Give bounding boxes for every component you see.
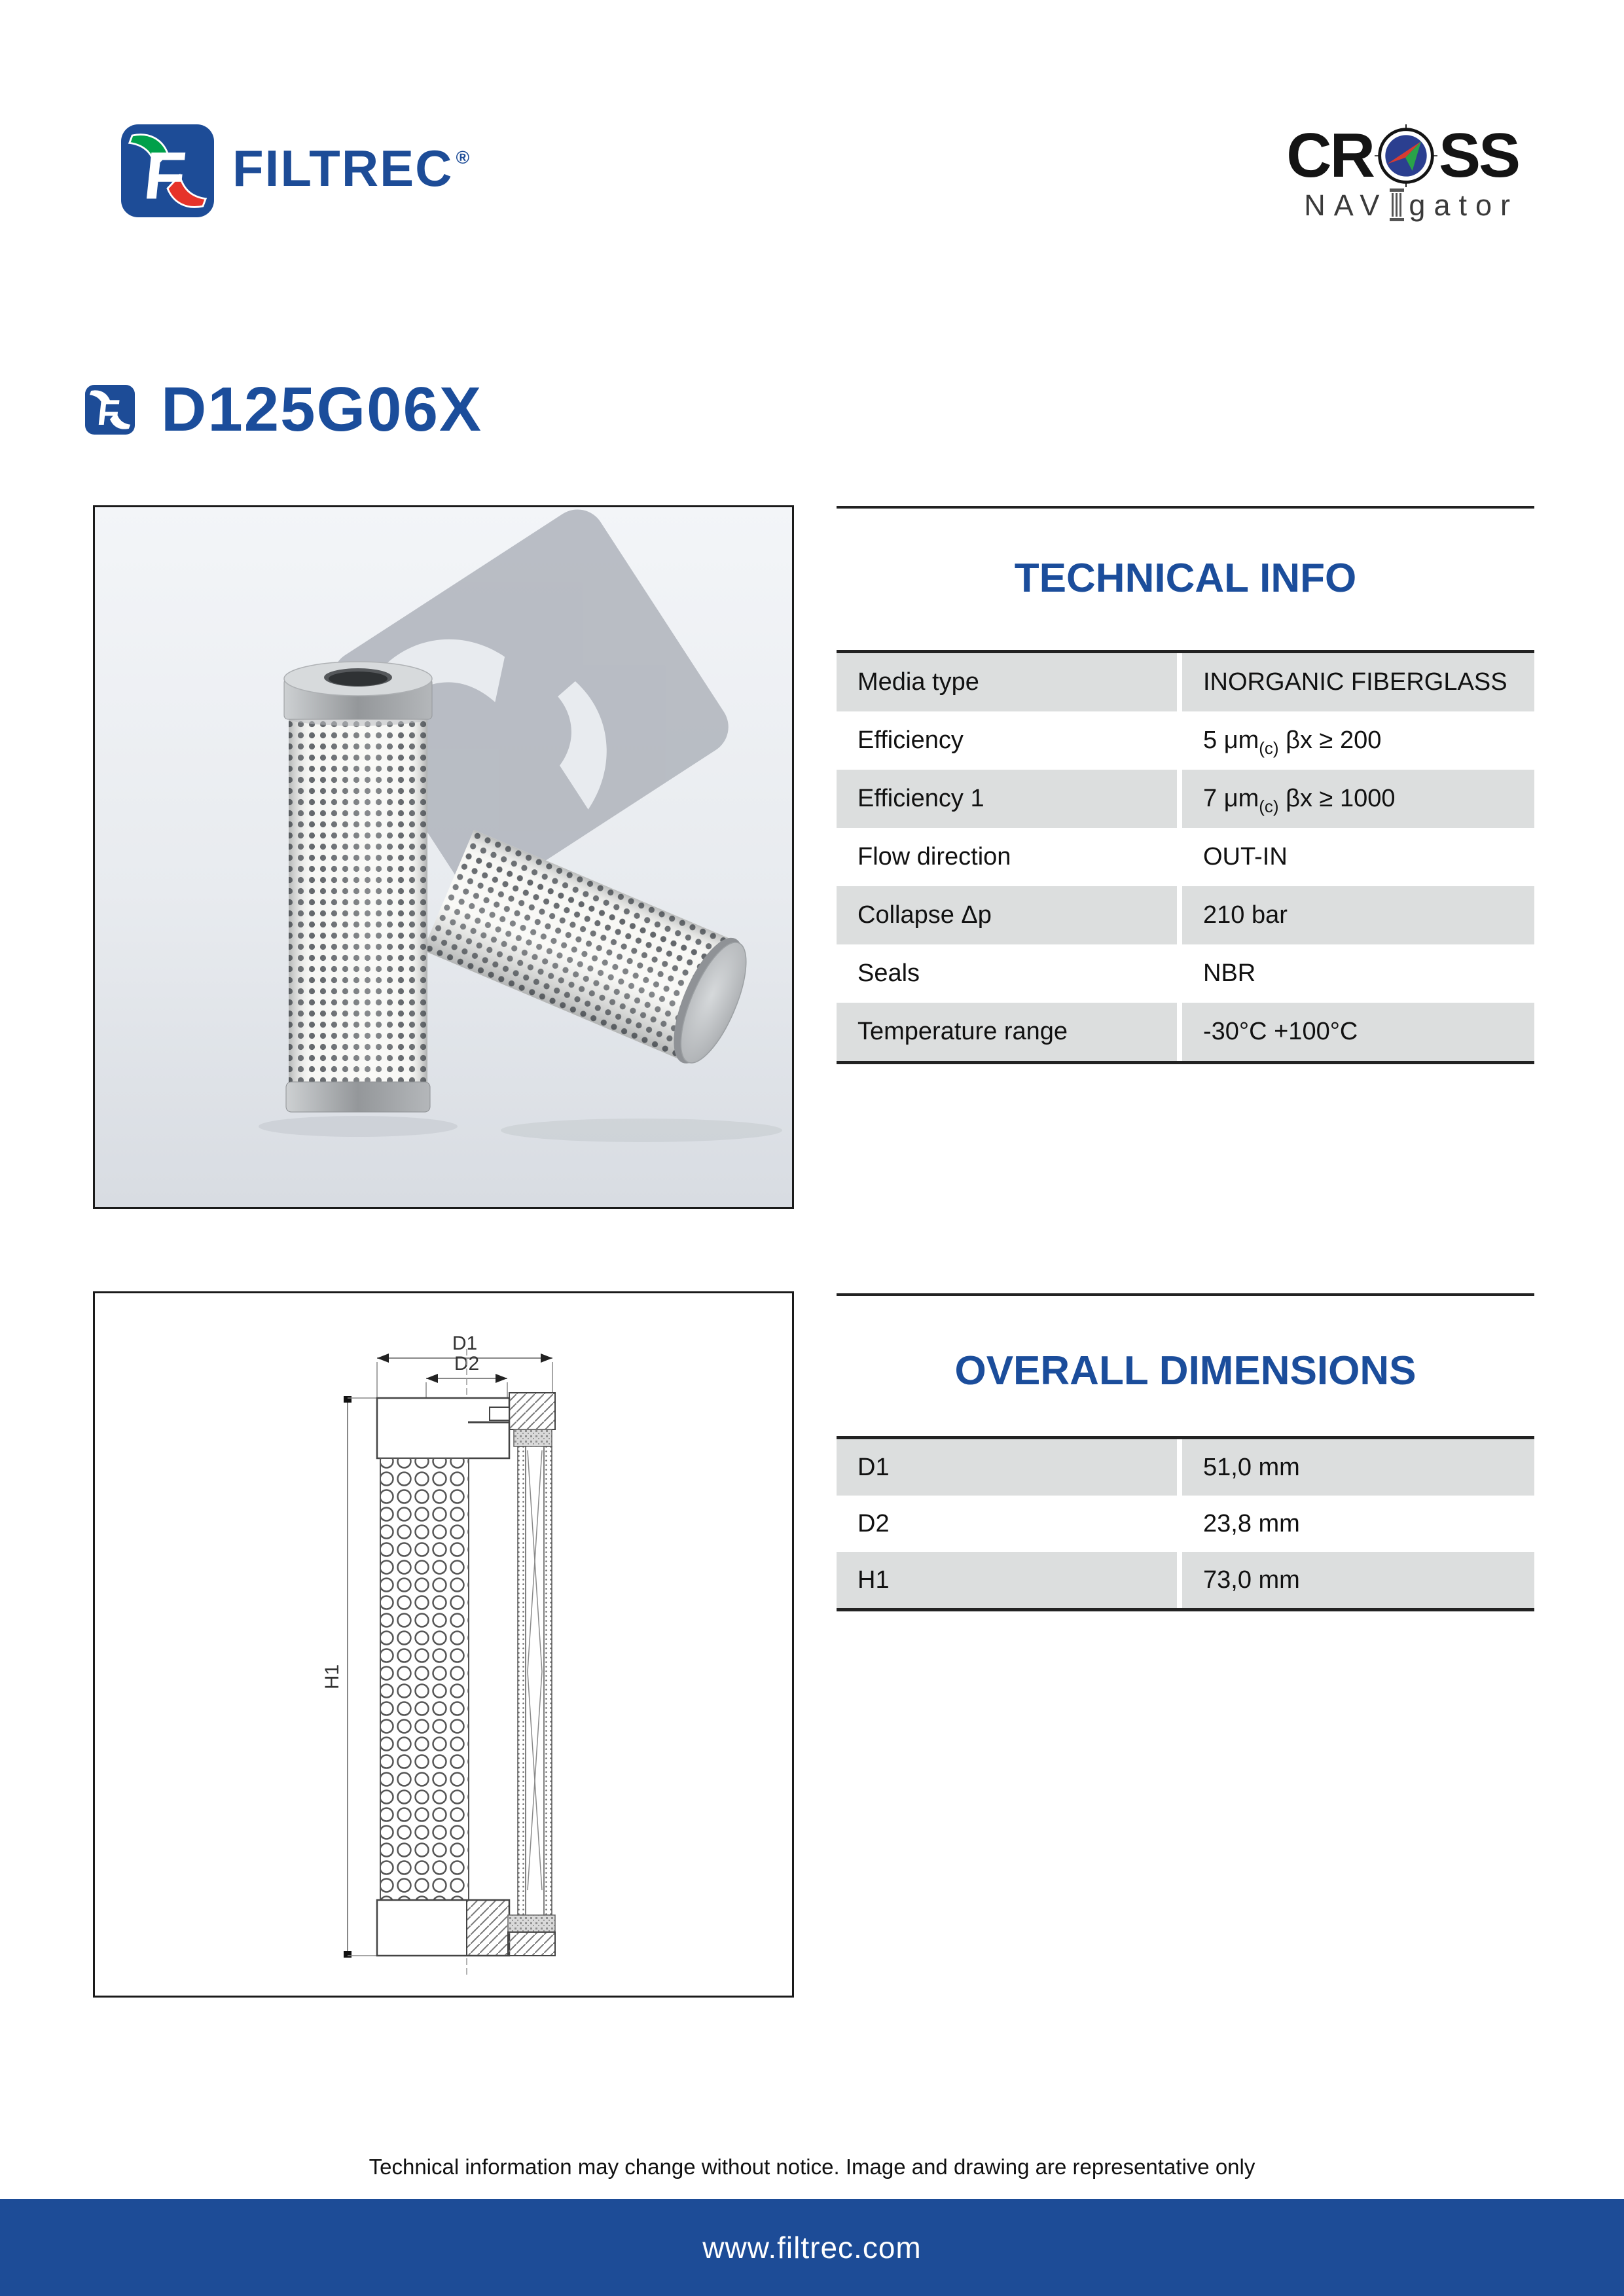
product-code: D125G06X — [161, 374, 482, 444]
svg-text:D2: D2 — [454, 1353, 480, 1374]
section-divider — [837, 1293, 1534, 1296]
table-row — [837, 886, 1534, 944]
table-row — [837, 711, 1534, 770]
website-url[interactable]: www.filtrec.com — [702, 2231, 922, 2265]
filtrec-logo — [121, 124, 471, 217]
column-gap — [1177, 886, 1182, 944]
row-label: D2 — [857, 1509, 890, 1537]
svg-text:F: F — [95, 391, 122, 433]
row-label: Collapse Δp — [837, 886, 1177, 944]
row-label: H1 — [837, 1552, 1177, 1608]
column-gap — [1177, 1552, 1182, 1608]
product-photo-panel — [93, 505, 794, 1209]
row-value: 210 bar — [1182, 886, 1534, 944]
row-label: Media type — [837, 653, 1177, 711]
overall-dimensions-section — [837, 1293, 1534, 1634]
drawing-top-cap-section — [509, 1393, 555, 1429]
row-label: D1 — [837, 1439, 1177, 1496]
column-gap — [1177, 1496, 1182, 1552]
column-gap — [1177, 770, 1182, 828]
column-gap — [1177, 711, 1182, 770]
overall-dimensions-title: OVERALL DIMENSIONS — [954, 1348, 1416, 1393]
column-icon — [1389, 188, 1405, 223]
overall-dimensions-table — [837, 1436, 1534, 1611]
section-divider — [837, 506, 1534, 509]
product-photo — [95, 507, 792, 1207]
row-label: Temperature range — [837, 1003, 1177, 1061]
filtrec-wordmark — [232, 139, 471, 197]
filtrec-wordmark-text: FILTREC — [232, 139, 454, 197]
technical-drawing — [95, 1293, 792, 1996]
disclaimer-text: Technical information may change without notice. Image and drawing are representative only — [369, 2155, 1255, 2179]
table-row — [837, 1439, 1534, 1496]
drawing-top-seal — [514, 1429, 552, 1446]
row-value: 7 μm (c) βx ≥ 1000 — [1182, 770, 1534, 828]
cross-text-left: CR — [1286, 120, 1373, 190]
table-row — [837, 1003, 1534, 1061]
row-label: Flow direction — [857, 843, 1011, 870]
table-row — [837, 1496, 1534, 1552]
cross-wordmark — [1231, 120, 1519, 190]
row-label: Efficiency — [857, 726, 964, 754]
filtrec-logo-icon — [121, 124, 214, 217]
website-bar — [0, 2199, 1624, 2296]
table-row — [837, 770, 1534, 828]
technical-info-section — [837, 506, 1534, 1095]
table-row — [837, 1552, 1534, 1608]
cross-navigator-logo — [1231, 120, 1519, 223]
navigator-text-right: gator — [1409, 188, 1519, 222]
row-value: 5 μm (c) βx ≥ 200 — [1203, 726, 1382, 758]
row-value: 23,8 mm — [1203, 1509, 1300, 1537]
navigator-wordmark — [1231, 188, 1519, 223]
svg-text:F: F — [140, 137, 190, 213]
drawing-bottom-seal — [508, 1915, 555, 1932]
column-gap — [1177, 944, 1182, 1003]
navigator-text-left: NAV — [1304, 188, 1388, 222]
row-value: INORGANIC FIBERGLASS — [1182, 653, 1534, 711]
row-label: Seals — [857, 960, 920, 987]
technical-info-title: TECHNICAL INFO — [1014, 556, 1357, 601]
table-row — [837, 653, 1534, 711]
column-gap — [1177, 653, 1182, 711]
filter-element-standing — [284, 662, 432, 1112]
table-row — [837, 828, 1534, 886]
product-brand-icon — [85, 385, 135, 435]
column-gap — [1177, 1003, 1182, 1061]
drawing-perforated-shell — [380, 1458, 469, 1900]
row-value: NBR — [1203, 960, 1256, 987]
column-gap — [1177, 828, 1182, 886]
product-title — [85, 374, 482, 444]
svg-text:H1: H1 — [321, 1664, 343, 1690]
row-value: OUT-IN — [1203, 843, 1288, 870]
cross-text-right: SS — [1438, 120, 1519, 190]
row-label: Efficiency 1 — [837, 770, 1177, 828]
table-row — [837, 944, 1534, 1003]
column-gap — [1177, 1439, 1182, 1496]
row-value: 51,0 mm — [1182, 1439, 1534, 1496]
technical-info-table — [837, 650, 1534, 1064]
technical-drawing-panel — [93, 1291, 794, 1998]
svg-text:D1: D1 — [452, 1333, 478, 1354]
registered-trademark: ® — [456, 147, 471, 168]
drawing-bottom-cap-section — [508, 1932, 555, 1956]
row-value: 73,0 mm — [1182, 1552, 1534, 1608]
compass-icon — [1375, 124, 1437, 187]
row-value: -30°C +100°C — [1182, 1003, 1534, 1061]
